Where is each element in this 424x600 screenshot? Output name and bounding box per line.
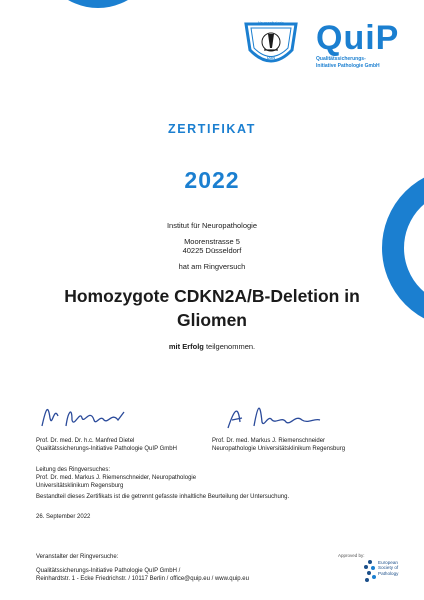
success-bold: mit Erfolg xyxy=(168,342,204,351)
signature-left xyxy=(38,398,158,434)
organizer-heading: Veranstalter der Ringversuche: xyxy=(36,554,119,560)
signature-left-text xyxy=(36,437,206,453)
certificate-date: 26. September 2022 xyxy=(36,514,91,520)
lead-block xyxy=(36,466,376,490)
institution-block xyxy=(0,221,424,271)
approved-by-label: Approved by: xyxy=(338,553,365,558)
quip-logo xyxy=(316,19,412,69)
organizer-block xyxy=(36,553,336,583)
success-rest: teilgenommen. xyxy=(203,342,256,351)
certificate-title: ZERTIFIKAT xyxy=(168,122,256,136)
organizer-line-1: Qualitätssicherungs-Initiative Pathologie QuIP GmbH / xyxy=(36,568,181,574)
signature-left-org: Qualitätssicherungs-Initiative Pathologie QuIP GmbH xyxy=(36,446,177,452)
signature-left-name: Prof. Dr. med. Dr. h.c. Manfred Dietel xyxy=(36,438,135,444)
decorative-circle-top xyxy=(38,0,158,8)
esp-logo-icon xyxy=(362,558,378,584)
dgn-seal-logo xyxy=(242,20,300,72)
institution-name: Institut für Neuropathologie xyxy=(166,221,258,230)
signature-right xyxy=(224,398,344,434)
signature-right-org: Neuropathologie Universitätsklinikum Regensburg xyxy=(212,446,346,452)
participated-text: hat am Ringversuch xyxy=(178,261,246,271)
lead-line-2: Universitätsklinikum Regensburg xyxy=(36,483,124,489)
signature-right-name: Prof. Dr. med. Markus J. Riemenschneider xyxy=(212,438,326,444)
seal-inner-text: DGN xyxy=(267,56,275,60)
organizer-line-2: Reinhardtstr. 1 - Ecke Friedrichstr. / 10117 Berlin / office@quip.eu / www.quip.eu xyxy=(36,576,249,582)
certificate-note: Bestandteil dieses Zertifikats ist die getrennt gefasste inhaltliche Beurteilung der Untersuchung. xyxy=(36,494,290,500)
institution-street: Moorenstrasse 5 xyxy=(184,236,240,246)
lead-heading: Leitung des Ringversuches: xyxy=(36,467,111,473)
seal-ring-text: Neuropathologie xyxy=(258,21,284,25)
test-name: Homozygote CDKN2A/B-Deletion in Gliomen xyxy=(64,286,360,330)
success-line xyxy=(0,342,424,351)
quip-logo-subtitle: Qualitätssicherungs- Initiative Pathologie GmbH xyxy=(316,56,380,69)
lead-line-1: Prof. Dr. med. Markus J. Riemenschneider, Neuropathologie xyxy=(36,475,197,481)
esp-logo-label: European Society of Pathology xyxy=(378,560,399,576)
institution-city: 40225 Düsseldorf xyxy=(182,246,242,255)
signature-right-text xyxy=(212,437,402,453)
quip-logo-word: QuiP xyxy=(316,19,400,57)
certificate-year: 2022 xyxy=(184,167,240,193)
